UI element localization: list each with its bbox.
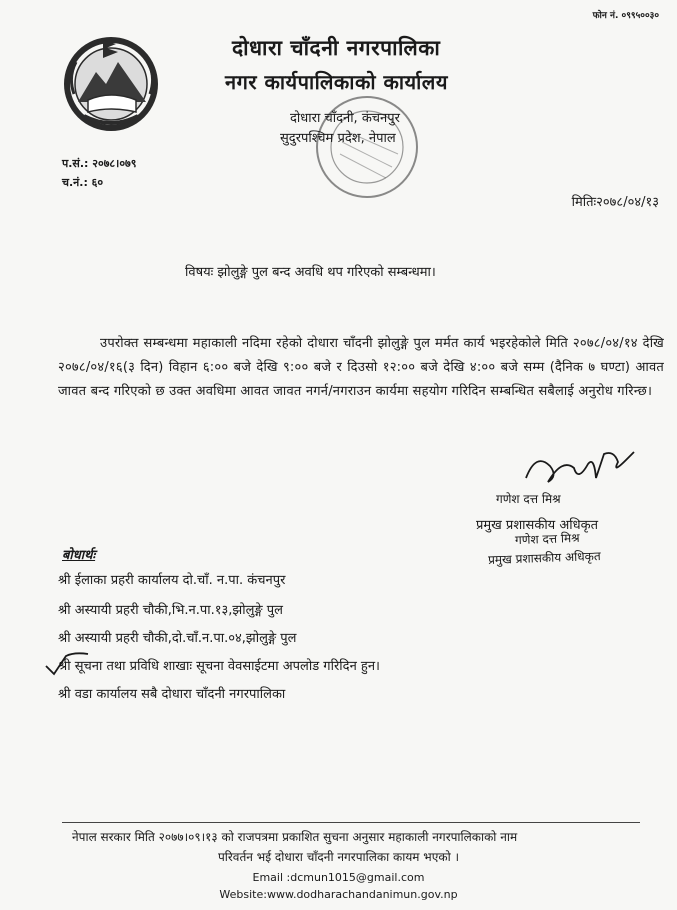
signatory-name: गणेश दत्त मिश्र (496, 492, 561, 506)
signatory-stamp-name: गणेश दत्त मिश्र (514, 530, 580, 548)
cc-item: श्री अस्यायी प्रहरी चौकी,दो.चाँ.न.पा.०४,झोलुङ्गे पुल (58, 631, 297, 646)
letter-body: उपरोक्त सम्बन्धमा महाकाली नदिमा रहेको दोधारा चाँदनी झोलुङ्गे पुल मर्मत कार्य भइरहेकोले मिति २०७८/०४/१४ देखि २०७८/०४/१६(३ दिन) विहान ६:०० बजे देखि ९:०० बजे र दिउसो १२:०० बजे देखि ४:०० बजे सम्म (दैनिक ७ घण्टा) आवत जावत बन्द गरिएको छ उक्त अवधिमा आवत जावत नगर्न/नगराउन कार्यमा सहयोग गरिदिन सम्बन्धित सबैलाई अनुरोध गरिन्छ। (58, 336, 664, 399)
footer-divider (62, 822, 640, 823)
footer-email: Email :dcmun1015@gmail.com (252, 871, 425, 884)
nepal-emblem-icon (58, 32, 164, 134)
signature-icon (522, 448, 640, 492)
office-address-line2: सुदुरपश्चिम प्रदेश, नेपाल (280, 131, 396, 146)
office-subtitle: नगर कार्यपालिकाको कार्यालय (225, 70, 448, 94)
cc-item: श्री ईलाका प्रहरी कार्यालय दो.चाँ. न.पा. कंचनपुर (58, 573, 286, 588)
signatory-stamp-title: प्रमुख प्रशासकीय अधिकृत (487, 549, 601, 567)
office-name: दोधारा चाँदनी नगरपालिका (232, 36, 441, 60)
dispatch-number: च.नं.: ६० (62, 176, 104, 189)
cc-heading: बोधार्थः (62, 548, 96, 563)
letter-date: मितिः२०७८/०४/१३ (571, 195, 659, 210)
signatory-title: प्रमुख प्रशासकीय अधिकृत (476, 518, 599, 533)
footer-notice-line2: परिवर्तन भई दोधारा चाँदनी नगरपालिका कायम भएको । (217, 850, 460, 864)
phone-number: फोन नं. ०९९५००३० (592, 11, 659, 21)
cc-item: श्री वडा कार्यालय सबै दोधारा चाँदनी नगरपालिका (58, 687, 286, 702)
cc-item: श्री अस्यायी प्रहरी चौकी,भि.न.पा.१३,झोलुङ्गे पुल (58, 603, 283, 618)
footer-notice-line1: नेपाल सरकार मिति २०७७।०९।१३ को राजपत्रमा प्रकाशित सुचना अनुसार महाकाली नगरपालिकाको नाम (72, 830, 518, 844)
reference-number: प.सं.: २०७८।०७९ (62, 157, 137, 170)
cc-item: श्री सूचना तथा प्रविधि शाखाः सूचना वेवसाईटमा अपलोड गरिदिन हुन। (58, 659, 380, 674)
footer-website: Website:www.dodharachandanimun.gov.np (219, 888, 458, 901)
checkmark-icon (44, 650, 90, 676)
letter-subject: विषयः झोलुङ्गे पुल बन्द अवधि थप गरिएको सम्बन्धमा। (185, 265, 436, 280)
office-address-line1: दोधारा चाँदनी, कंचनपुर (290, 111, 400, 126)
